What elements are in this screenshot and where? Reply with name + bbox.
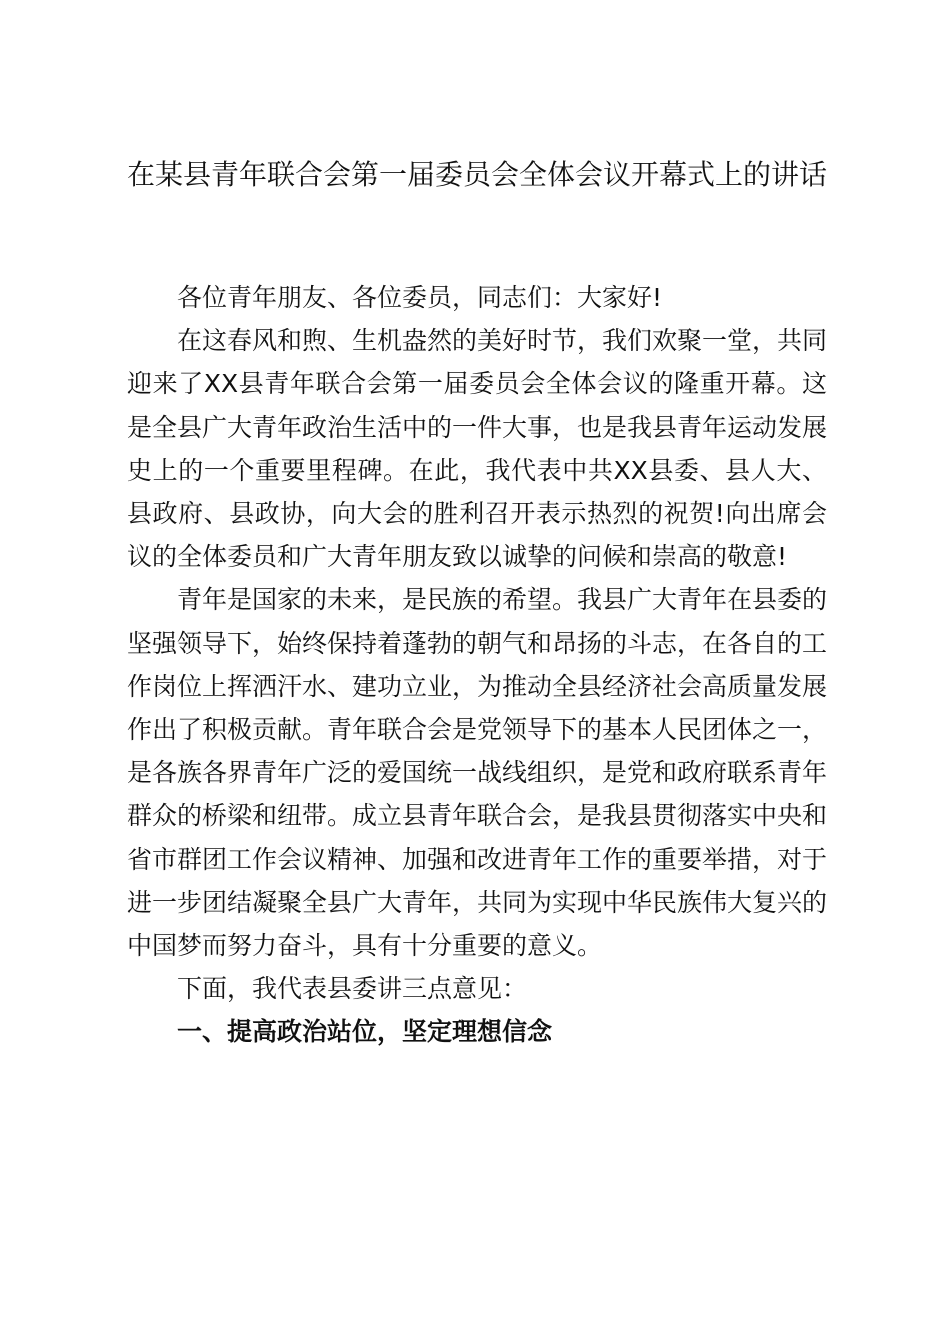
transition-paragraph: 下面，我代表县委讲三点意见： <box>177 974 528 1004</box>
section-heading: 一、提高政治站位，坚定理想信念 <box>177 1017 553 1047</box>
greeting-paragraph: 各位青年朋友、各位委员，同志们：大家好! <box>177 283 663 312</box>
opening-paragraph: 在这春风和煦、生机盎然的美好时节，我们欢聚一堂，共同迎来了XX县青年联合会第一届委员会全体会议的隆重开幕。这是全县广大青年政治生活中的一件大事，也是我县青年运动发展史上的一个重要里程碑。在此，我代表中共XX县委、县人大、县政府、县政协，向大会的胜利召开表示热烈的祝贺!向出席会议的全体委员和广大青年朋友致以诚挚的问候和崇高的敬意! <box>127 326 828 572</box>
document-title: 在某县青年联合会第一届委员会全体会议开幕式上的讲话 <box>126 158 827 191</box>
youth-significance-paragraph: 青年是国家的未来，是民族的希望。我县广大青年在县委的坚强领导下，始终保持着蓬勃的朝气和昂扬的斗志，在各自的工作岗位上挥洒汗水、建功立业，为推动全县经济社会高质量发展作出了积极贡献。青年联合会是党领导下的基本人民团体之一，是各族各界青年广泛的爱国统一战线组织，是党和政府联系青年群众的桥梁和纽带。成立县青年联合会，是我县贯彻落实中央和省市群团工作会议精神、加强和改进青年工作的重要举措，对于进一步团结凝聚全县广大青年，共同为实现中华民族伟大复兴的中国梦而努力奋斗，具有十分重要的意义。 <box>127 585 828 961</box>
document-body <box>127 276 827 1054</box>
